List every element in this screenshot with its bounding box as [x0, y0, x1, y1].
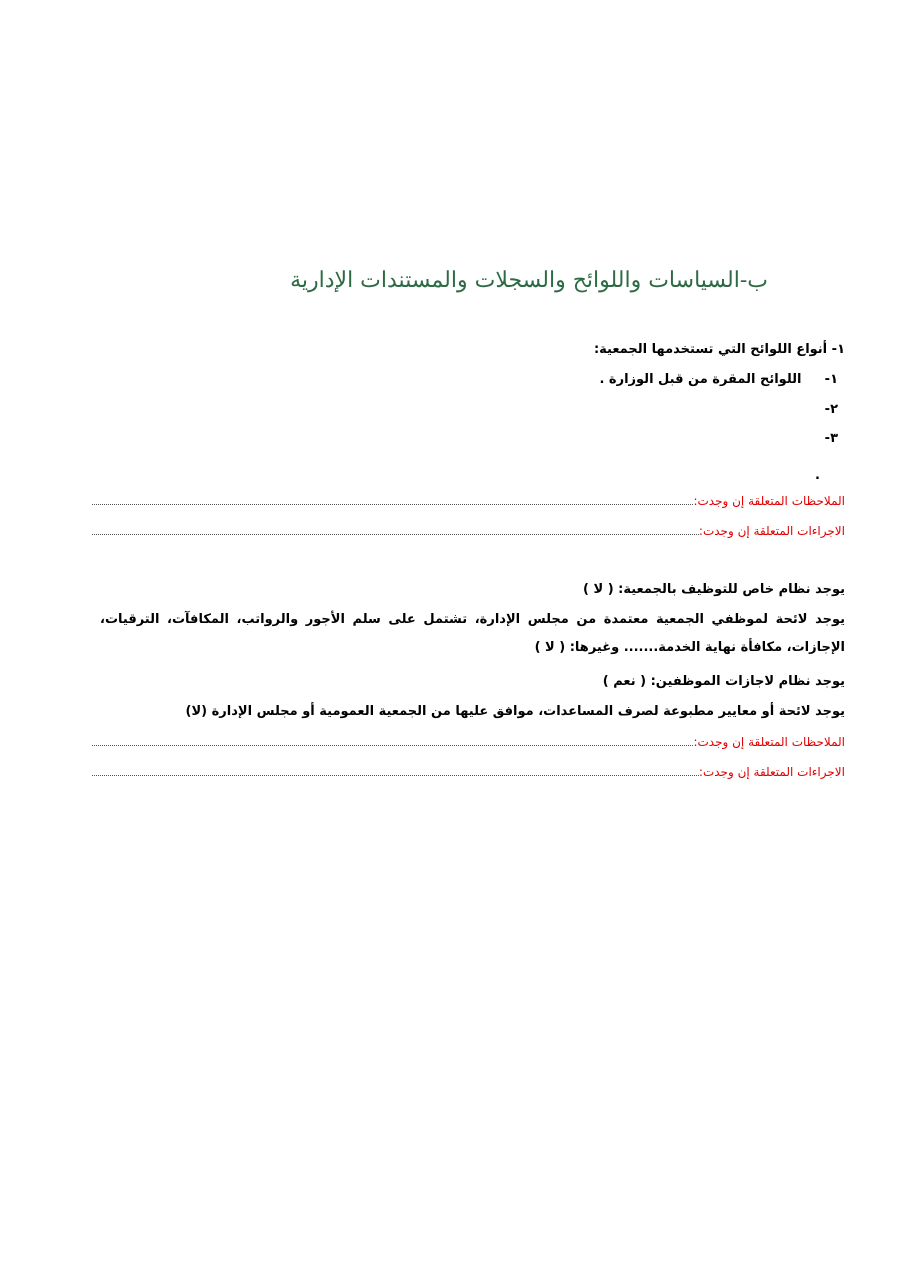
aid-regulation-question: يوجد لائحة أو معايير مطبوعة لصرف المساعدات، موافق عليها من الجمعية العمومية أو مجلس الإدارة (لا) — [185, 704, 845, 719]
employee-regulation-question: يوجد لائحة لموظفي الجمعية معتمدة من مجلس الإدارة، تشتمل على سلم الأجور والرواتب، المكافآت، الترقيات، الإجازات، مكافأة نهاية الخدمة....... وغيرها: ( لا ) — [100, 612, 845, 655]
actions-line-2 — [92, 765, 845, 779]
list-item-number: ٣- — [824, 431, 838, 446]
notes-label: الملاحظات المتعلقة إن وجدت: — [693, 735, 845, 749]
list-item — [599, 372, 838, 387]
section-title: ب-السياسات واللوائح والسجلات والمستندات الإدارية — [290, 268, 768, 293]
hiring-system-question: يوجد نظام خاص للتوظيف بالجمعية: ( لا ) — [583, 582, 845, 597]
list-item — [816, 431, 838, 446]
dotted-fill — [92, 774, 699, 776]
regulations-heading: ١- أنواع اللوائح التي تستخدمها الجمعية: — [593, 342, 845, 357]
actions-label: الاجراءات المتعلقة إن وجدت: — [698, 765, 845, 779]
dotted-fill — [92, 503, 693, 505]
notes-line-2 — [92, 735, 845, 749]
list-item-number: ١- — [824, 372, 838, 387]
list-item-text: اللوائح المقرة من قبل الوزارة . — [599, 372, 802, 387]
dotted-fill — [92, 533, 699, 535]
leave-system-question: يوجد نظام لاجازات الموظفين: ( نعم ) — [602, 674, 845, 689]
notes-line-1 — [92, 494, 845, 508]
actions-label: الاجراءات المتعلقة إن وجدت: — [698, 524, 845, 538]
actions-line-1 — [92, 524, 845, 538]
list-item — [816, 402, 838, 417]
list-item-number: ٢- — [824, 402, 838, 417]
list-end-dot: . — [815, 468, 820, 483]
dotted-fill — [92, 744, 693, 746]
notes-label: الملاحظات المتعلقة إن وجدت: — [693, 494, 845, 508]
